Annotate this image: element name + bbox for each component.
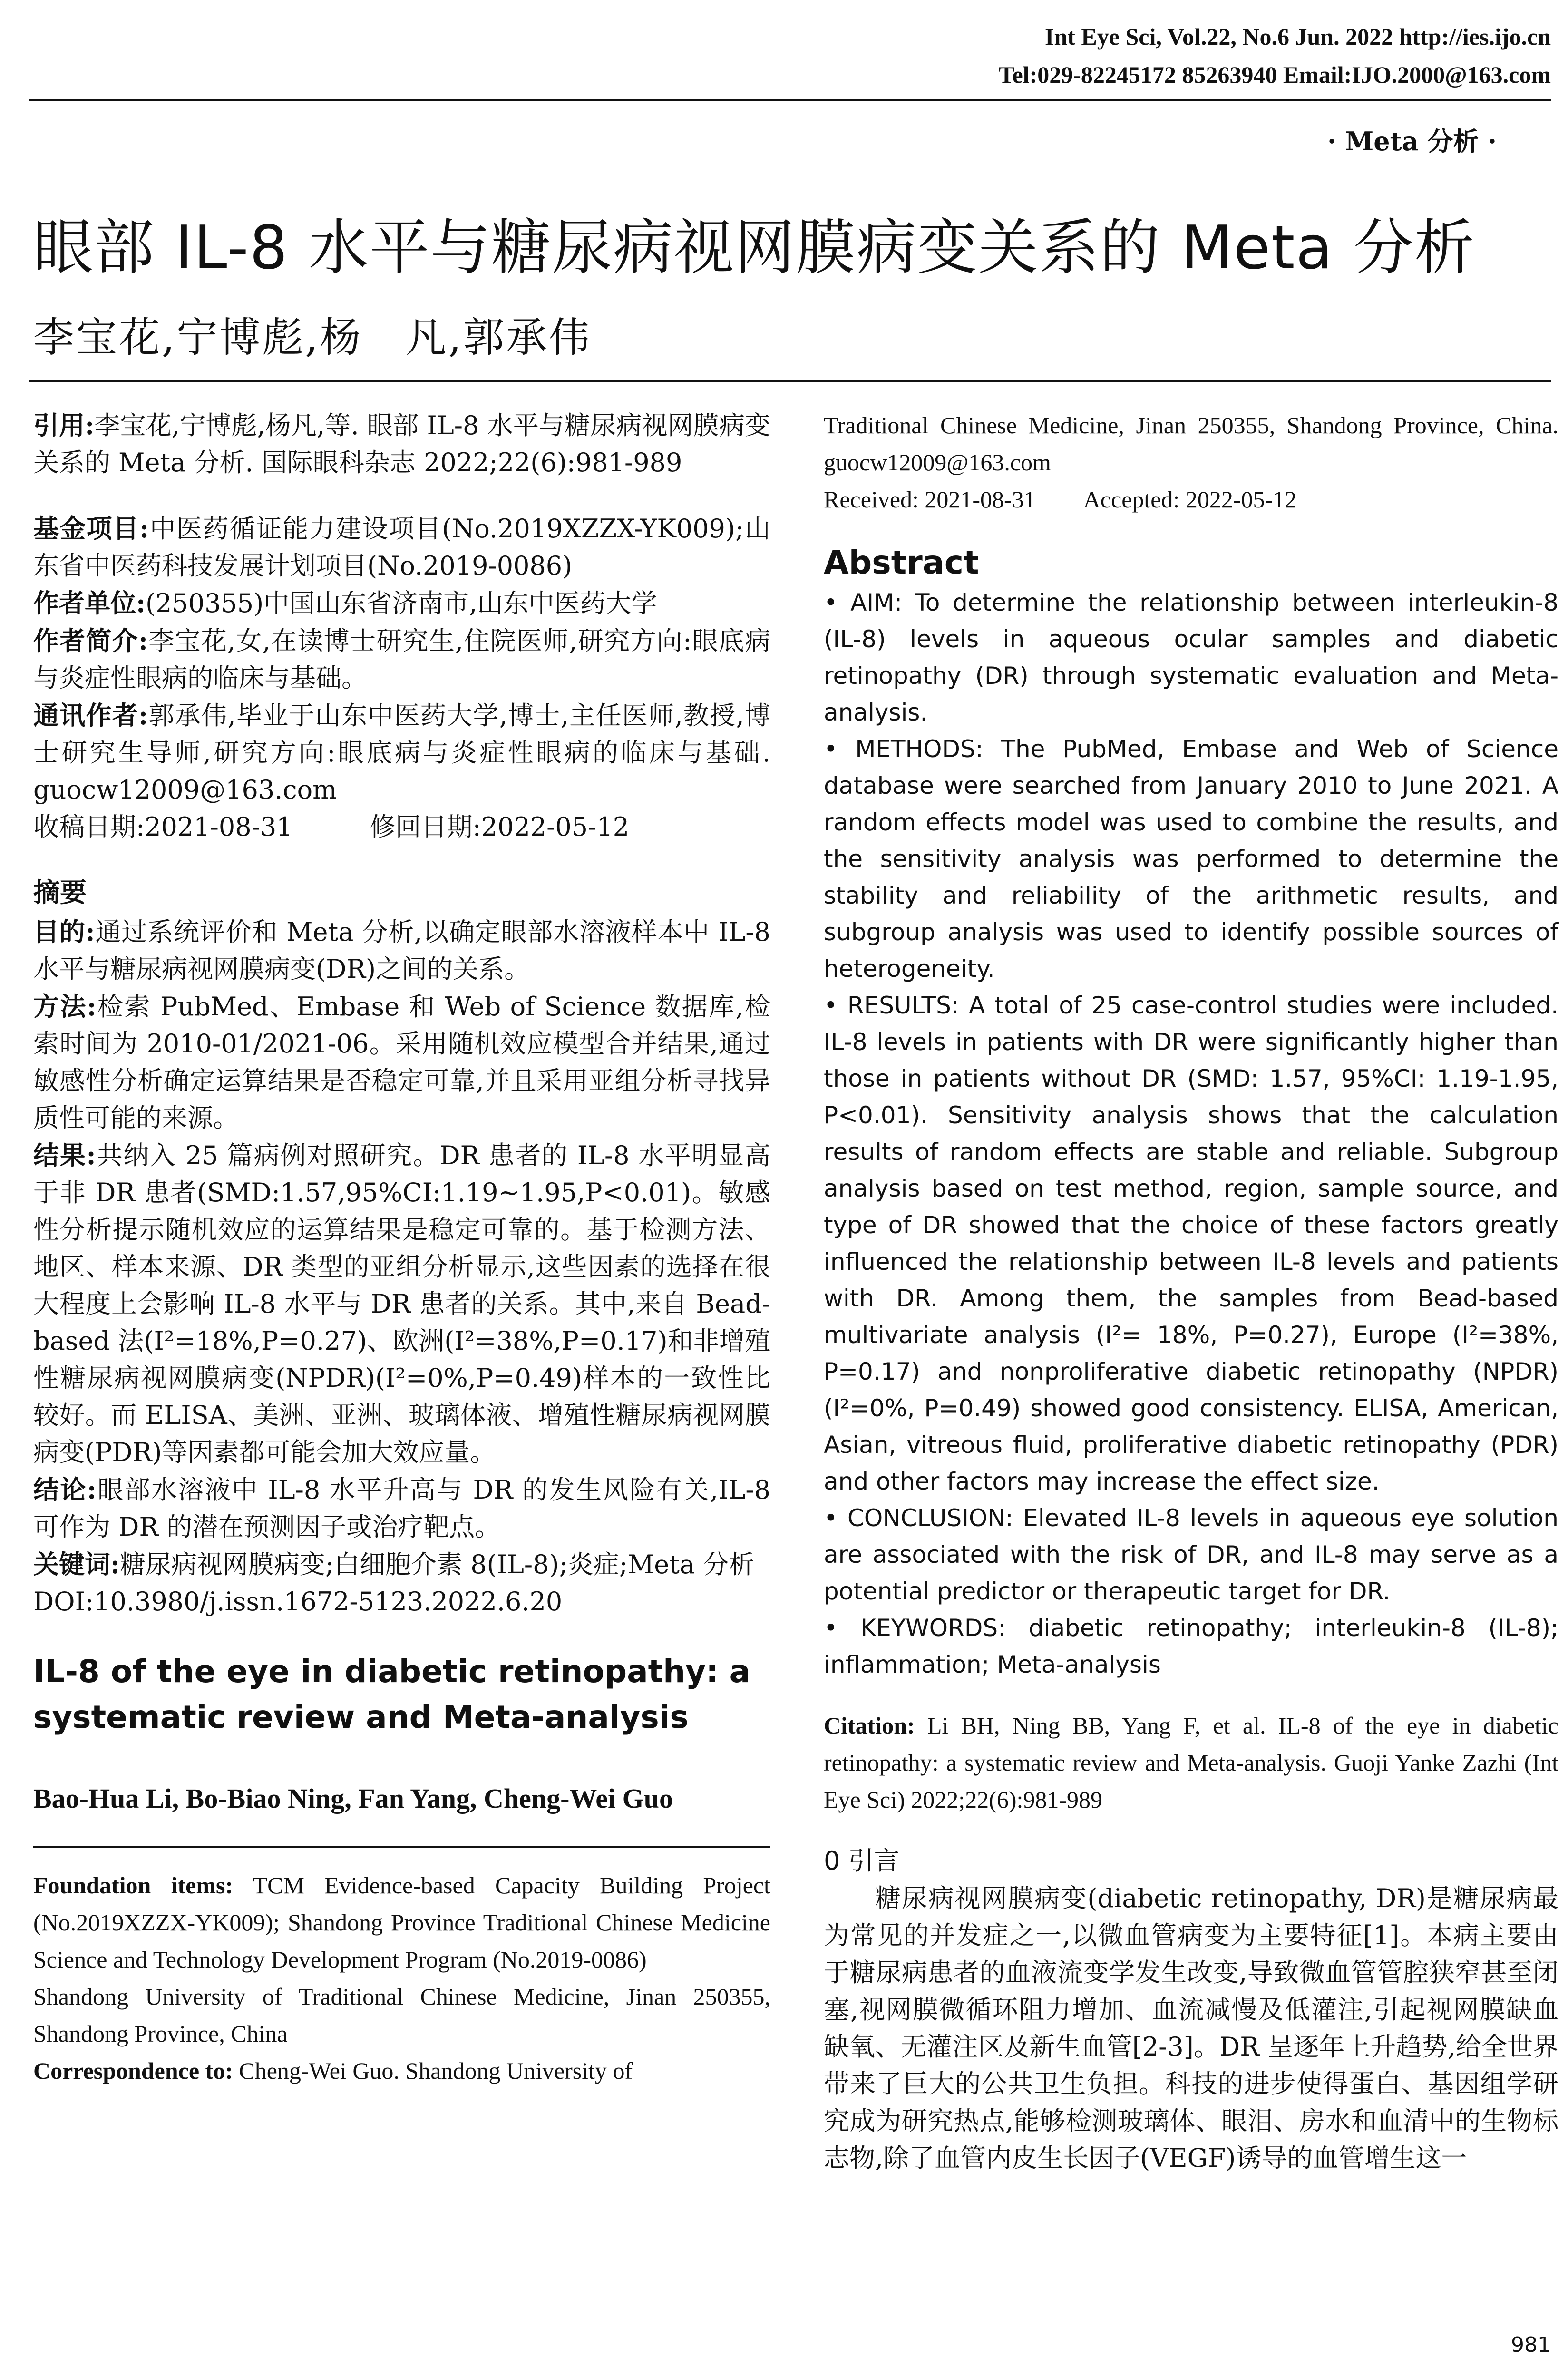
received-accepted: Received: 2021-08-31 Accepted: 2022-05-12 [824,486,1297,513]
foundation-label: Foundation items: [33,1872,234,1899]
conclusion-label: 结论: [33,1474,97,1505]
corr-block [33,697,770,809]
fund-block [33,510,770,585]
methods-en-block [824,731,1558,987]
section-tag: · Meta 分析 · [1327,126,1497,156]
citation-label: 引用: [33,410,95,440]
citation-en-block [824,1707,1558,1818]
method-label: 方法: [33,991,97,1022]
abstract-heading-cn: 摘要 [33,877,87,908]
citation-en-text: Li BH, Ning BB, Yang F, et al. IL-8 of the eye in diabetic retinopathy: a systematic review and Meta-analysis. Guoji Yanke Zazhi (Int Eye Sci) 2022;22(6):981-989 [824,1712,1559,1813]
result-block [33,1137,770,1471]
result-text: 共纳入 25 篇病例对照研究。DR 患者的 IL-8 水平明显高于非 DR 患者(SMD:1.57,95%CI:1.19~1.95,P<0.01)。敏感性分析提示随机效应的运算结果是稳定可靠的。基于检测方法、地区、样本来源、DR 类型的亚组分析显示,这些因素的选择在很大程度上会影响 IL-8 水平与 DR 患者的关系。其中,来自 Bead-based 法(I²=18%,P=0.27)、欧洲(I²=38%,P=0.17)和非增殖性糖尿病视网膜病变(NPDR)(I²=0%,P=0.49)样本的一致性比较好。而 ELISA、美洲、亚洲、玻璃体液、增殖性糖尿病视网膜病变(PDR)等因素都可能会加大效应量。 [33,1140,770,1467]
left-column [33,407,770,2089]
keywords-en-text: diabetic retinopathy; interleukin-8 (IL-8); inflammation; Meta-analysis [824,1614,1558,1678]
unit-label: 作者单位: [33,588,146,618]
correspondence-block [33,2052,770,2089]
intro-text: 糖尿病视网膜病变(diabetic retinopathy, DR)是糖尿病最为常见的并发症之一,以微血管病变为主要特征[1]。本病主要由于糖尿病患者的血液流变学发生改变,导致微血管管腔狭窄甚至闭塞,视网膜微循环阻力增加、血流减慢及低灌注,引起视网膜缺血缺氧、无灌注区及新生血管[2-3]。DR 呈逐年上升趋势,给全世界带来了巨大的公共卫生负担。科技的进步使得蛋白、基因组学研究成为研究热点,能够检测玻璃体、眼泪、房水和血清中的生物标志物,除了血管内皮生长因子(VEGF)诱导的血管增生这一 [824,1883,1558,2173]
abstract-title: Abstract [824,544,979,582]
keywords-block [33,1546,770,1583]
header-rule [29,99,1551,101]
keywords-en-block [824,1610,1558,1683]
fund-text: 中医药循证能力建设项目(No.2019XZZX-YK009);山东省中医药科技发展计划项目(No.2019-0086) [33,514,770,581]
bio-text: 李宝花,女,在读博士研究生,住院医师,研究方向:眼底病与炎症性眼病的临床与基础。 [33,626,770,693]
correspondence-text: Cheng-Wei Guo. Shandong University of [239,2057,633,2084]
corr-text: 郭承伟,毕业于山东中医药大学,博士,主任医师,教授,博士研究生导师,研究方向:眼底病与炎症性眼病的临床与基础. guocw12009@163.com [33,701,770,805]
citation-en-label: Citation: [824,1712,915,1739]
conclusion-text: 眼部水溶液中 IL-8 水平升高与 DR 的发生风险有关,IL-8 可作为 DR 的潜在预测因子或治疗靶点。 [33,1475,770,1542]
correspondence-continued: Traditional Chinese Medicine, Jinan 250355, Shandong Province, China. guocw12009@163.com [824,412,1558,476]
method-block [33,988,770,1137]
intro-heading: 0 引言 [824,1846,900,1876]
authors-cn: 李宝花,宁博彪,杨 凡,郭承伟 [33,314,592,361]
aim-en-label: • AIM: [824,589,903,616]
foundation-block [33,1867,770,1978]
results-en-text: A total of 25 case-control studies were included. IL-8 levels in patients with DR were significantly higher than those in patients without DR (SMD: 1.57, 95%CI: 1.19-1.95, P<0.01). Sensitivity analysis shows that the calculation results of random effects are stable and reliable. Subgroup analysis based on test method, region, sample source, and type of DR showed that the choice of these factors greatly influenced the relationship between IL-8 levels and patients with DR. Among them, the samples from Bead-based multivariate analysis (I²= 18%, P=0.27), Europe (I²=38%, P=0.17) and nonproliferative diabetic retinopathy (NPDR) (I²=0%, P=0.49) showed good consistency. ELISA, American, Asian, vitreous fluid, proliferative diabetic retinopathy (PDR) and other factors may increase the effect size. [824,992,1558,1495]
english-title: IL-8 of the eye in diabetic retinopathy: a systematic review and Meta-analysis [33,1653,751,1735]
conclusion-en-block [824,1500,1558,1610]
foundation-text: TCM Evidence-based Capacity Building Project (No.2019XZZX-YK009); Shandong Province Traditional Chinese Medicine Science and Technology Development Program (No.2019-0086) [33,1872,771,1973]
citation-text: 李宝花,宁博彪,杨凡,等. 眼部 IL-8 水平与糖尿病视网膜病变关系的 Meta 分析. 国际眼科杂志 2022;22(6):981-989 [33,410,771,477]
conclusion-en-text: Elevated IL-8 levels in aqueous eye solution are associated with the risk of DR, and IL-8 may serve as a potential predictor or therapeutic target for DR. [824,1504,1558,1605]
correspondence-label: Correspondence to: [33,2057,233,2084]
aim-label: 目的: [33,916,95,947]
results-en-block [824,987,1558,1500]
corr-label: 通讯作者: [33,700,148,731]
methods-en-text: The PubMed, Embase and Web of Science database were searched from January 2010 to June 2021. A random effects model was used to combine the results, and the sensitivity analysis was performed to determine the stability and reliability of the arithmetic results, and subgroup analysis was used to identify possible sources of heterogeneity. [824,735,1558,983]
unit-block [33,585,770,622]
conclusion-en-label: • CONCLUSION: [824,1504,1013,1532]
english-authors: Bao-Hua Li, Bo-Biao Ning, Fan Yang, Cheng-Wei Guo [33,1783,673,1814]
page-number: 981 [1511,2333,1551,2357]
title-rule [29,380,1551,382]
doi-line: DOI:10.3980/j.issn.1672-5123.2022.6.20 [33,1587,563,1617]
fund-label: 基金项目: [33,513,149,544]
unit-text: (250355)中国山东省济南市,山东中医药大学 [145,588,657,618]
affiliation-text: Shandong University of Traditional Chinese Medicine, Jinan 250355, Shandong Province, China [33,1983,770,2047]
result-label: 结果: [33,1140,96,1170]
journal-header-line2: Tel:029-82245172 85263940 Email:IJO.2000@163.com [998,61,1551,88]
aim-en-block [824,585,1558,731]
methods-en-label: • METHODS: [824,735,984,763]
journal-header-line1: Int Eye Sci, Vol.22, No.6 Jun. 2022 http://ies.ijo.cn [1044,23,1551,50]
results-en-label: • RESULTS: [824,992,959,1019]
bio-label: 作者简介: [33,625,148,656]
dates-line: 收稿日期:2021-08-31 修回日期:2022-05-12 [33,812,630,842]
bio-block [33,622,770,697]
keywords-label: 关键词: [33,1549,120,1579]
keywords-en-label: • KEYWORDS: [824,1614,1006,1642]
page-title: 眼部 IL-8 水平与糖尿病视网膜病变关系的 Meta 分析 [33,213,1475,283]
right-column [824,407,1558,2177]
aim-text: 通过系统评价和 Meta 分析,以确定眼部水溶液样本中 IL-8 水平与糖尿病视网膜病变(DR)之间的关系。 [33,917,770,984]
aim-block [33,913,770,988]
aim-en-text: To determine the relationship between interleukin-8 (IL-8) levels in aqueous ocular samples and diabetic retinopathy (DR) through systematic evaluation and Meta-analysis. [824,589,1558,726]
citation-block [33,407,770,481]
keywords-text: 糖尿病视网膜病变;白细胞介素 8(IL-8);炎症;Meta 分析 [119,1549,755,1579]
method-text: 检索 PubMed、Embase 和 Web of Science 数据库,检索时间为 2010-01/2021-06。采用随机效应模型合并结果,通过敏感性分析确定运算结果是否稳定可靠,并且采用亚组分析寻找异质性可能的来源。 [33,992,770,1133]
conclusion-block [33,1471,770,1546]
